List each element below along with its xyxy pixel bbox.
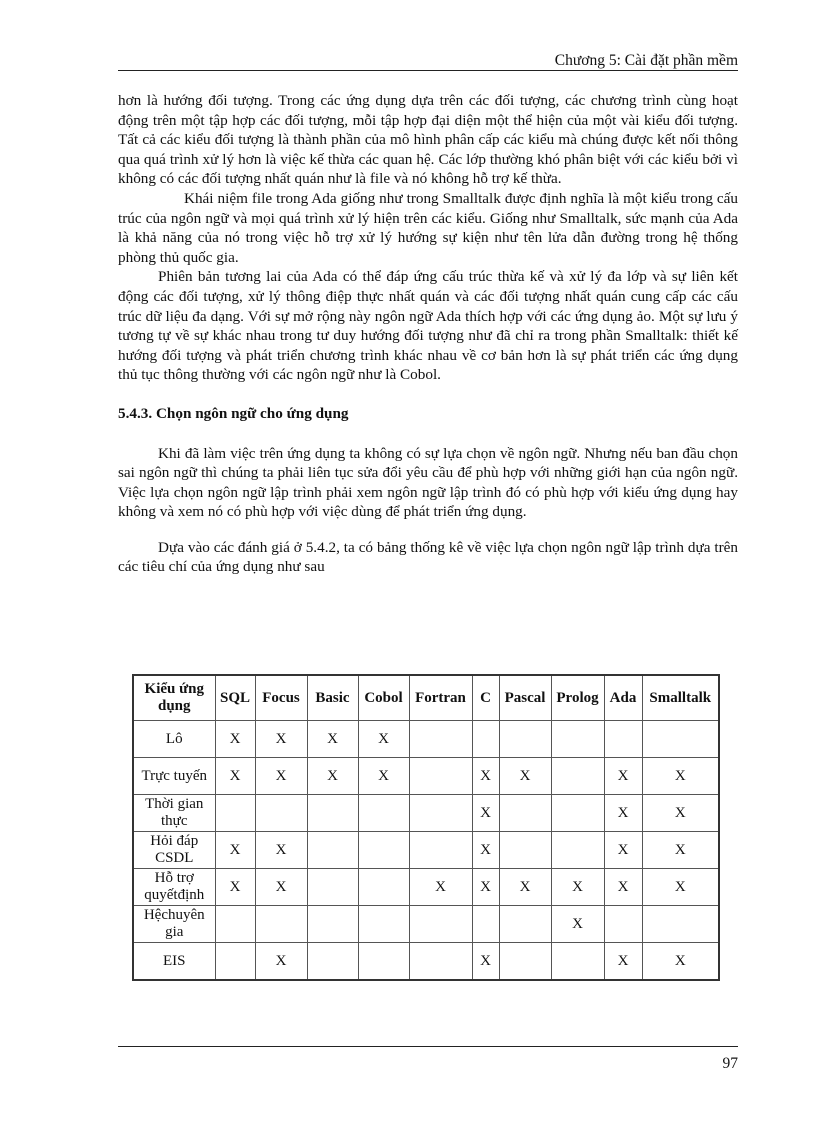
table-cell: X <box>255 869 307 906</box>
footer-rule <box>118 1046 738 1047</box>
section-title: 5.4.3. Chọn ngôn ngữ cho ứng dụng <box>118 404 349 422</box>
table-cell <box>499 832 551 869</box>
table-cell <box>307 869 358 906</box>
table-cell <box>358 943 409 981</box>
table-cell: X <box>499 869 551 906</box>
header-cell: Cobol <box>358 675 409 721</box>
table-cell <box>307 832 358 869</box>
table-cell <box>551 795 604 832</box>
table-cell: X <box>255 758 307 795</box>
table-cell <box>215 795 255 832</box>
table-cell <box>255 906 307 943</box>
header-cell: Fortran <box>409 675 472 721</box>
table-cell <box>551 721 604 758</box>
table-cell: X <box>358 758 409 795</box>
table-cell <box>307 795 358 832</box>
table-cell: X <box>642 832 719 869</box>
table-cell <box>551 832 604 869</box>
table-row <box>133 906 719 943</box>
table-cell: X <box>472 832 499 869</box>
table-row <box>133 795 719 832</box>
row-label-cell: Thời gian thực <box>133 795 215 832</box>
table-cell <box>472 906 499 943</box>
row-label-cell: Hệchuyên gia <box>133 906 215 943</box>
row-label-cell: Lô <box>133 721 215 758</box>
table-cell: X <box>604 758 642 795</box>
table-cell <box>255 795 307 832</box>
row-label-cell: Hỏi đáp CSDL <box>133 832 215 869</box>
table-row <box>133 721 719 758</box>
table-cell <box>642 721 719 758</box>
header-cell: Pascal <box>499 675 551 721</box>
table-cell: X <box>472 943 499 981</box>
row-label-cell: Trực tuyến <box>133 758 215 795</box>
table-cell <box>409 906 472 943</box>
table-cell: X <box>307 721 358 758</box>
table-cell: X <box>551 869 604 906</box>
table-cell <box>604 906 642 943</box>
table-cell: X <box>642 943 719 981</box>
table-cell <box>409 721 472 758</box>
table-cell: X <box>409 869 472 906</box>
row-label-cell: Hỗ trợ quyếtđịnh <box>133 869 215 906</box>
table-cell: X <box>604 869 642 906</box>
paragraph-2: Khái niệm file trong Ada giống như trong Smalltalk được định nghĩa là một kiểu trong cấu trúc của ngôn ngữ và mọi quá trình xử lý hiện trên các kiểu. Giống như Smalltalk, sức mạnh của Ada là khả năng của nó trong việc hỗ trợ xử lý hướng sự kiện như tên lửa dẫn đường trong hệ thống phòng thủ quốc gia. <box>118 189 738 266</box>
table-header-row <box>133 675 719 721</box>
table-cell: X <box>642 869 719 906</box>
table-cell: X <box>604 795 642 832</box>
table-cell: X <box>307 758 358 795</box>
table-cell: X <box>499 758 551 795</box>
table-cell <box>409 795 472 832</box>
table-cell: X <box>472 795 499 832</box>
paragraph-5: Dựa vào các đánh giá ở 5.4.2, ta có bảng thống kê về việc lựa chọn ngôn ngữ lập trình dựa trên các tiêu chí của ứng dụng như sau <box>118 538 738 576</box>
table-cell: X <box>551 906 604 943</box>
header-cell: Ada <box>604 675 642 721</box>
paragraph-1: hơn là hướng đối tượng. Trong các ứng dụng dựa trên các đối tượng, các chương trình cùng hoạt động trên một tập hợp các đối tượng, mỗi tập hợp đại diện một thể hiện của một vài kiểu đối tượng. Tất cả các kiểu đối tượng là thành phần của mô hình phân cấp các kiểu mà chúng được kết nối thông qua quá trình xử lý hơn là việc kế thừa các quan hệ. Các lớp thường khó phân biệt với các kiểu bởi vì không có các đối tượng nhất quán như là file và nó không hỗ trợ kế thừa. <box>118 92 738 188</box>
table-row <box>133 758 719 795</box>
page-number: 97 <box>722 1055 738 1072</box>
table-cell: X <box>604 832 642 869</box>
table-row <box>133 832 719 869</box>
table-cell: X <box>604 943 642 981</box>
table-cell <box>307 906 358 943</box>
table-cell <box>499 943 551 981</box>
table-cell <box>409 832 472 869</box>
chapter-title: Chương 5: Cài đặt phần mềm <box>554 52 738 69</box>
page-header <box>118 52 738 72</box>
table-cell <box>499 795 551 832</box>
header-cell: Kiểu ứng dụng <box>133 675 215 721</box>
table-cell: X <box>642 758 719 795</box>
table-cell: X <box>642 795 719 832</box>
table-cell <box>215 906 255 943</box>
paragraph-4: Khi đã làm việc trên ứng dụng ta không có sự lựa chọn về ngôn ngữ. Nhưng nếu ban đầu chọn sai ngôn ngữ thì chúng ta phải liên tục sửa đổi yêu cầu để phù hợp với những giới hạn của ngôn ngữ. Việc lựa chọn ngôn ngữ lập trình phải xem ngôn ngữ lập trình đó có phù hợp với kiểu ứng dụng hay không và xem nó có phù hợp với việc dùng để phát triển ứng dụng. <box>118 444 738 521</box>
header-cell: SQL <box>215 675 255 721</box>
table-cell: X <box>215 869 255 906</box>
table-cell: X <box>215 721 255 758</box>
table-row <box>133 869 719 906</box>
paragraph-3: Phiên bản tương lai của Ada có thể đáp ứng cấu trúc thừa kế và xử lý đa lớp và sự liên kết động các đối tượng, xử lý thông điệp thực nhất quán và các đối tượng nhất quán cung cấp các cấu trúc dữ liệu đa dạng. Với sự mở rộng này ngôn ngữ Ada thích hợp với các ứng dụng ảo. Một sự lưu ý tương tự về sự khác nhau trong tư duy hướng đối tượng như đã chỉ ra trong phần Smalltalk: thiết kế hướng đối tượng và phát triển chương trình khác nhau về cơ bản hơn là sự phát triển các ứng dụng thủ tục thông thường với các ngôn ngữ như là Cobol. <box>118 268 738 384</box>
table-cell <box>499 721 551 758</box>
body-text <box>118 91 738 577</box>
table-cell: X <box>358 721 409 758</box>
table-cell: X <box>215 758 255 795</box>
row-label-cell: EIS <box>133 943 215 981</box>
table-cell <box>604 721 642 758</box>
table-cell <box>472 721 499 758</box>
header-cell: Prolog <box>551 675 604 721</box>
table-cell: X <box>255 943 307 981</box>
table-cell <box>358 795 409 832</box>
table-cell: X <box>215 832 255 869</box>
table-cell <box>642 906 719 943</box>
header-cell: Smalltalk <box>642 675 719 721</box>
table-cell <box>409 943 472 981</box>
table-cell <box>358 906 409 943</box>
header-cell: C <box>472 675 499 721</box>
table-cell <box>358 832 409 869</box>
table-row <box>133 943 719 981</box>
language-selection-table <box>132 674 720 981</box>
table-cell: X <box>255 832 307 869</box>
table-cell <box>499 906 551 943</box>
header-rule <box>118 70 738 71</box>
table-cell <box>358 869 409 906</box>
table-cell <box>307 943 358 981</box>
table-cell <box>215 943 255 981</box>
table-cell: X <box>472 758 499 795</box>
table-cell <box>551 943 604 981</box>
header-cell: Basic <box>307 675 358 721</box>
header-cell: Focus <box>255 675 307 721</box>
table-cell: X <box>255 721 307 758</box>
table-cell <box>551 758 604 795</box>
table-cell: X <box>472 869 499 906</box>
table-cell <box>409 758 472 795</box>
